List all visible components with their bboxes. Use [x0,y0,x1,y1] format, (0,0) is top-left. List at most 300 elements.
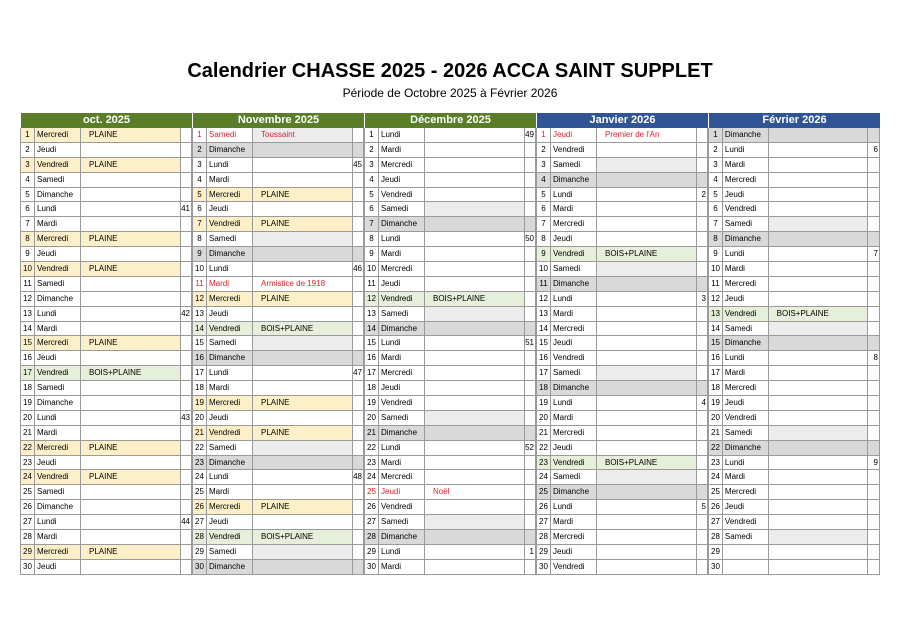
week-number [696,143,708,157]
day-name: Mercredi [378,262,424,276]
day-event [596,217,696,231]
day-name: Dimanche [34,500,80,514]
day-number: 13 [192,307,206,321]
day-number: 21 [536,426,550,440]
week-number [524,307,536,321]
day-event [252,247,352,261]
day-row [20,188,192,203]
week-number [696,441,708,455]
day-name: Mercredi [550,217,596,231]
day-name: Samedi [722,217,768,231]
day-row [708,441,880,456]
week-number [524,322,536,336]
day-row [536,158,708,173]
week-number [696,381,708,395]
week-number [180,292,192,306]
week-number [524,292,536,306]
day-row [708,217,880,232]
day-name: Vendredi [34,262,80,276]
day-event: PLAINE [80,232,180,246]
day-number: 13 [536,307,550,321]
day-name: Jeudi [378,173,424,187]
day-name: Lundi [550,188,596,202]
day-row [536,411,708,426]
day-row [708,500,880,515]
day-name: Lundi [722,143,768,157]
day-name: Mercredi [722,173,768,187]
day-number: 12 [20,292,34,306]
day-name: Jeudi [550,128,596,142]
day-name: Dimanche [206,560,252,574]
day-number: 9 [708,247,722,261]
day-event [424,232,524,246]
day-event: PLAINE [252,217,352,231]
day-event [596,470,696,484]
day-event [424,188,524,202]
week-number [180,351,192,365]
week-number [180,217,192,231]
week-number: 5 [696,500,708,514]
day-event [768,426,867,440]
day-name: Mardi [722,470,768,484]
day-number: 7 [192,217,206,231]
day-event [80,515,180,529]
week-number [180,530,192,544]
day-name: Lundi [550,500,596,514]
week-number [696,202,708,216]
day-row [192,545,364,560]
week-number [352,277,364,291]
day-event [80,217,180,231]
day-event [424,217,524,231]
day-name: Dimanche [378,322,424,336]
day-event [768,500,867,514]
day-name: Samedi [550,262,596,276]
week-number [352,143,364,157]
day-event [596,322,696,336]
day-row [536,247,708,262]
day-name: Vendredi [206,322,252,336]
day-name: Mercredi [378,470,424,484]
day-row [364,545,536,560]
week-number [867,158,879,172]
day-row [536,232,708,247]
week-number [524,500,536,514]
day-number: 22 [192,441,206,455]
day-event [424,202,524,216]
day-event [596,262,696,276]
day-number: 10 [536,262,550,276]
week-number [867,560,879,574]
day-name: Mardi [722,158,768,172]
week-number [180,500,192,514]
day-row [20,262,192,277]
week-number [524,143,536,157]
day-event: PLAINE [252,500,352,514]
day-row [536,530,708,545]
day-event [768,188,867,202]
day-number: 30 [20,560,34,574]
day-row [536,515,708,530]
day-row [192,173,364,188]
day-name: Mardi [722,366,768,380]
week-number [696,128,708,142]
day-name: Vendredi [550,143,596,157]
day-number: 12 [364,292,378,306]
week-number [180,277,192,291]
day-name: Vendredi [378,396,424,410]
day-number: 21 [708,426,722,440]
day-row [536,485,708,500]
week-number [524,188,536,202]
day-number: 19 [536,396,550,410]
week-number [867,202,879,216]
day-row [364,515,536,530]
day-name: Samedi [550,158,596,172]
week-number [524,485,536,499]
day-name: Lundi [34,307,80,321]
week-number [352,441,364,455]
day-name: Jeudi [206,411,252,425]
day-number: 13 [708,307,722,321]
day-name: Mercredi [550,530,596,544]
day-number: 3 [192,158,206,172]
day-number: 11 [536,277,550,291]
day-name: Jeudi [34,247,80,261]
day-row [364,500,536,515]
day-row [20,381,192,396]
day-name: Jeudi [34,351,80,365]
day-number: 7 [20,217,34,231]
month-column-oct [20,113,192,575]
week-number [180,396,192,410]
day-number: 30 [708,560,722,574]
day-event [596,560,696,574]
day-event [768,366,867,380]
day-event [80,426,180,440]
day-number: 11 [708,277,722,291]
week-number [352,411,364,425]
day-name: Mardi [206,173,252,187]
day-event [80,500,180,514]
week-number [524,173,536,187]
day-row [20,396,192,411]
page-title: Calendrier CHASSE 2025 - 2026 ACCA SAINT SUPPLET [187,60,713,82]
day-event [424,470,524,484]
day-name: Lundi [206,158,252,172]
day-number: 8 [192,232,206,246]
day-name: Dimanche [378,426,424,440]
day-number: 12 [536,292,550,306]
day-event [252,366,352,380]
day-event: PLAINE [252,188,352,202]
week-number: 51 [524,336,536,350]
day-name: Mardi [550,307,596,321]
day-event [252,470,352,484]
day-name: Dimanche [206,143,252,157]
day-number: 15 [192,336,206,350]
day-row [536,396,708,411]
day-number: 16 [708,351,722,365]
day-event [768,441,867,455]
day-event [596,336,696,350]
day-event [80,381,180,395]
day-event [768,530,867,544]
week-number [352,188,364,202]
day-event [424,411,524,425]
day-number: 27 [364,515,378,529]
day-row [364,143,536,158]
day-event [252,262,352,276]
day-event: Premier de l'An [596,128,696,142]
day-event [252,441,352,455]
day-number: 5 [364,188,378,202]
day-row [364,128,536,143]
day-name: Mercredi [206,292,252,306]
day-row [20,128,192,143]
week-number [180,441,192,455]
day-name: Samedi [550,366,596,380]
week-number [867,128,879,142]
week-number [867,396,879,410]
day-name: Vendredi [550,351,596,365]
week-number [524,426,536,440]
day-row [708,232,880,247]
week-number [867,173,879,187]
day-row [708,456,880,471]
day-number: 1 [364,128,378,142]
day-row [708,426,880,441]
day-row [20,247,192,262]
day-number: 14 [20,322,34,336]
day-number: 17 [20,366,34,380]
day-number: 4 [20,173,34,187]
month-header: Novembre 2025 [192,113,364,128]
day-event: PLAINE [80,158,180,172]
day-row [536,366,708,381]
week-number [524,262,536,276]
day-number: 6 [708,202,722,216]
day-number: 7 [364,217,378,231]
week-number [352,515,364,529]
week-number: 48 [352,470,364,484]
day-event [80,188,180,202]
day-row [20,456,192,471]
day-row [364,470,536,485]
week-number [867,292,879,306]
day-row [20,485,192,500]
week-number [696,322,708,336]
day-event [596,485,696,499]
week-number [524,515,536,529]
day-number: 1 [20,128,34,142]
day-event [252,411,352,425]
day-event: BOIS+PLAINE [252,322,352,336]
day-row [20,515,192,530]
week-number [867,500,879,514]
week-number [524,217,536,231]
day-row [192,292,364,307]
day-name: Samedi [34,485,80,499]
day-row [364,158,536,173]
day-row [192,456,364,471]
day-name: Dimanche [378,217,424,231]
week-number: 1 [524,545,536,559]
day-event [424,441,524,455]
day-row [192,381,364,396]
day-row [708,202,880,217]
day-name: Lundi [206,262,252,276]
day-number: 5 [20,188,34,202]
day-row [20,560,192,575]
day-name: Mardi [550,202,596,216]
week-number [524,247,536,261]
week-number [524,202,536,216]
week-number: 45 [352,158,364,172]
day-row [192,232,364,247]
day-number: 26 [708,500,722,514]
day-row [192,500,364,515]
day-event: PLAINE [252,292,352,306]
day-number: 23 [364,456,378,470]
day-row [536,217,708,232]
week-number [180,426,192,440]
week-number [352,322,364,336]
week-number [524,381,536,395]
week-number [696,470,708,484]
day-event: PLAINE [252,426,352,440]
day-row [708,366,880,381]
day-number: 19 [364,396,378,410]
day-name: Dimanche [206,247,252,261]
day-name: Samedi [34,277,80,291]
day-name: Dimanche [34,396,80,410]
day-row [192,128,364,143]
day-number: 19 [708,396,722,410]
week-number [696,262,708,276]
week-number [696,366,708,380]
day-event [596,366,696,380]
day-number: 20 [364,411,378,425]
week-number [524,456,536,470]
day-row [20,232,192,247]
day-row [708,485,880,500]
day-name: Lundi [206,470,252,484]
day-number: 3 [708,158,722,172]
calendar-grid [20,113,880,575]
day-event [596,173,696,187]
day-event [424,158,524,172]
day-event: PLAINE [80,336,180,350]
week-number [696,158,708,172]
day-number: 24 [20,470,34,484]
day-event [768,128,867,142]
day-number: 3 [536,158,550,172]
day-row [364,262,536,277]
day-name: Samedi [722,530,768,544]
day-name: Jeudi [550,232,596,246]
day-event [252,336,352,350]
day-number: 15 [708,336,722,350]
day-number: 17 [708,366,722,380]
day-number: 25 [536,485,550,499]
day-row [20,173,192,188]
day-event [252,485,352,499]
week-number [352,381,364,395]
day-row [536,351,708,366]
day-event [768,217,867,231]
day-row [708,307,880,322]
day-event [80,292,180,306]
week-number [696,545,708,559]
day-name: Mardi [722,262,768,276]
day-row [192,217,364,232]
day-event [80,202,180,216]
day-number: 3 [364,158,378,172]
day-number: 25 [708,485,722,499]
week-number [524,396,536,410]
day-number: 19 [20,396,34,410]
day-row [364,232,536,247]
day-row [708,128,880,143]
day-name: Lundi [550,292,596,306]
week-number [524,560,536,574]
day-row [192,351,364,366]
week-number [867,217,879,231]
day-number: 25 [192,485,206,499]
day-number: 11 [192,277,206,291]
day-event [768,322,867,336]
day-row [536,426,708,441]
week-number [524,351,536,365]
day-event [768,515,867,529]
week-number [352,232,364,246]
week-number [696,232,708,246]
day-number: 5 [536,188,550,202]
day-event [768,232,867,246]
day-name: Jeudi [550,441,596,455]
day-event [252,173,352,187]
day-event [80,277,180,291]
day-number: 23 [708,456,722,470]
day-row [536,173,708,188]
day-name: Lundi [378,441,424,455]
day-name: Samedi [722,426,768,440]
day-name: Mardi [550,411,596,425]
day-number: 24 [708,470,722,484]
day-name: Samedi [206,441,252,455]
day-event [768,470,867,484]
day-row [536,441,708,456]
day-number: 16 [536,351,550,365]
day-row [192,277,364,292]
day-number: 29 [364,545,378,559]
day-number: 6 [536,202,550,216]
week-number [696,173,708,187]
day-name: Vendredi [378,188,424,202]
day-number: 14 [192,322,206,336]
day-number: 20 [192,411,206,425]
month-header: oct. 2025 [20,113,192,128]
week-number [352,500,364,514]
day-name: Dimanche [206,351,252,365]
week-number [352,128,364,142]
day-number: 18 [364,381,378,395]
week-number [180,322,192,336]
day-event [768,351,867,365]
week-number [867,485,879,499]
day-number: 4 [536,173,550,187]
